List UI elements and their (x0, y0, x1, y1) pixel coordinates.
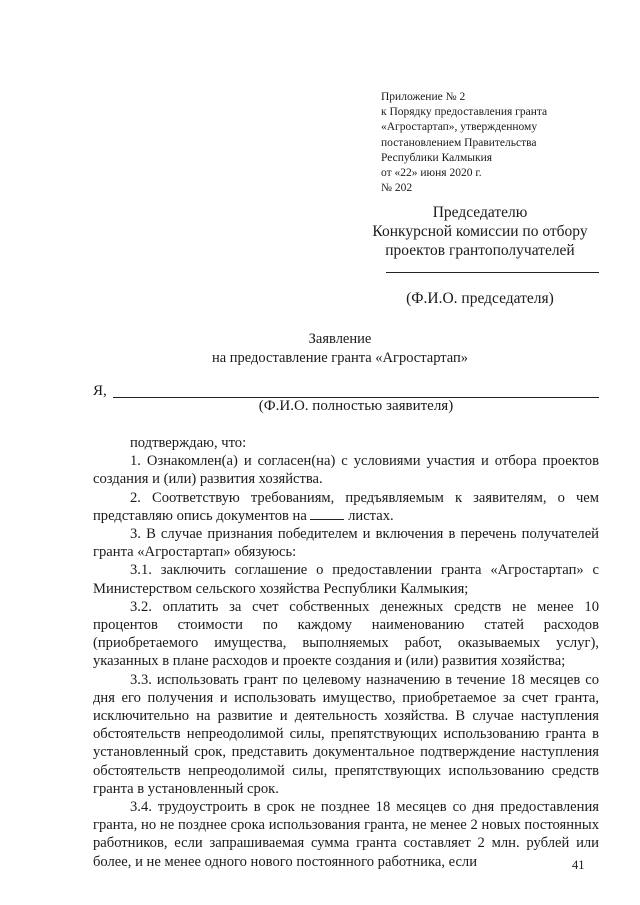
appendix-line: от «22» июня 2020 г. (381, 167, 482, 180)
title-line: на предоставление гранта «Агростартап» (211, 350, 469, 366)
body-text: листах. (344, 507, 394, 524)
applicant-name-caption: (Ф.И.О. полностью заявителя) (258, 398, 454, 414)
title-line: Заявление (308, 331, 372, 347)
page-number: 41 (572, 858, 585, 872)
body-paragraph (93, 489, 599, 525)
appendix-header (381, 90, 547, 196)
chairman-name-blank-line (386, 272, 599, 273)
addressee-line: проектов грантополучателей (385, 242, 575, 259)
chairman-name-caption: (Ф.И.О. председателя) (406, 290, 554, 307)
body-text: 2. Соответствую требованиям, предъявляемым к заявителям, о чем представляю опись документов на (93, 489, 599, 524)
sheets-count-blank (310, 507, 344, 520)
body-paragraph: подтверждаю, что: (130, 435, 247, 451)
addressee-line: Председателю (432, 204, 528, 221)
body-paragraph: 3. В случае признания победителем и включения в перечень получателей гранта «Агростартап» обязуюсь: (93, 526, 599, 561)
body-paragraph: 3.3. использовать грант по целевому назначению в течение 18 месяцев со дня его получения и использовать имущество, приобретаемое за счет гранта, исключительно на развитие и деятельность хозяйства. В случае наступления обстоятельств непреодолимой силы, препятствующих использованию гранта в установленный срок, представить документальное подтверждение наступления обстоятельств непреодолимой силы, препятствующих использованию средств гранта в установленный срок. (93, 671, 599, 797)
body-paragraph: 3.2. оплатить за счет собственных денежных средств не менее 10 процентов стоимости по каждому наименованию статей расходов (приобретаемого имущества, выполняемых работ, оказываемых услуг), указанных в плане расходов и проекте создания и (или) развития хозяйства; (93, 598, 599, 670)
appendix-line: к Порядку предоставления гранта (381, 106, 548, 119)
appendix-line: Республики Калмыкия (381, 151, 493, 164)
document-body (93, 434, 599, 871)
appendix-line: Приложение № 2 (381, 91, 466, 103)
applicant-prefix: Я, (93, 383, 107, 399)
document-title (80, 330, 600, 368)
appendix-line: № 202 (381, 182, 413, 195)
body-paragraph: 3.4. трудоустроить в срок не позднее 18 месяцев со дня предоставления гранта, но не позднее срока использования гранта, не менее 2 новых постоянных работников, если запрашиваемая сумма гранта составляет 2 млн. рублей или более, и не менее одного нового постоянного работника, если (93, 799, 599, 870)
body-paragraph: 1. Ознакомлен(а) и согласен(на) с условиями участия и отбора проектов создания и (или) развития хозяйства. (93, 453, 599, 488)
body-paragraph: 3.1. заключить соглашение о предоставлении гранта «Агростартап» с Министерством сельского хозяйства Республики Калмыкия; (93, 562, 599, 597)
addressee-line: Конкурсной комиссии по отбору (372, 223, 588, 240)
appendix-line: постановлением Правительства (381, 136, 537, 149)
addressee-block (360, 203, 600, 260)
appendix-line: «Агростартап», утвержденному (381, 121, 538, 134)
